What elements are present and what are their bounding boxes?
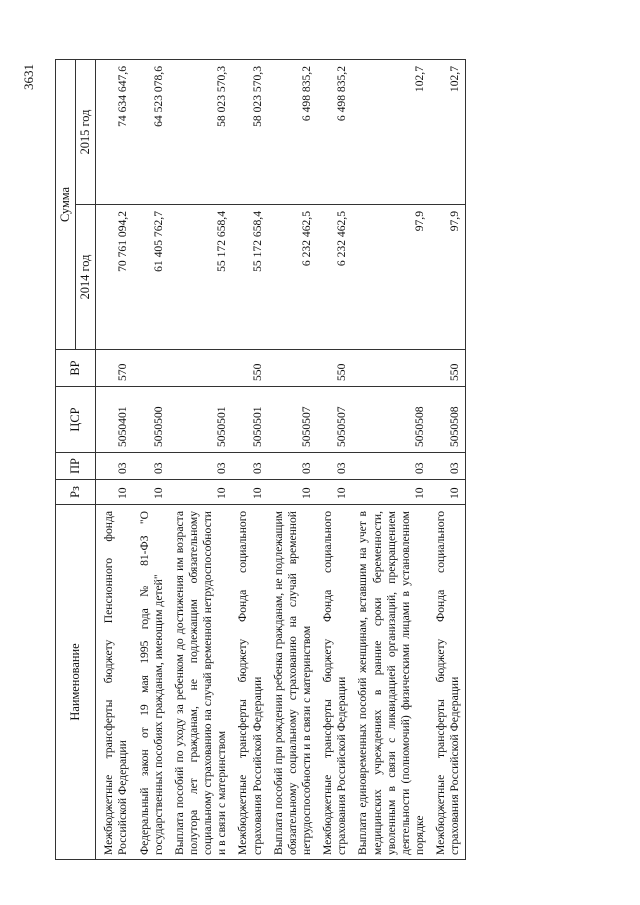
row-name: Межбюджетные трансферты бюджету Фонда социального страхования Российской Федерации bbox=[232, 505, 267, 860]
table-row bbox=[232, 60, 267, 860]
row-csr: 5050500 bbox=[134, 387, 169, 453]
row-name: Межбюджетные трансферты бюджету Пенсионного фонда Российской Федерации bbox=[96, 505, 134, 860]
row-amount-2015: 102,7 bbox=[430, 60, 466, 205]
row-vr: 550 bbox=[232, 350, 267, 387]
row-vr bbox=[169, 350, 233, 387]
row-amount-2015: 58 023 570,3 bbox=[232, 60, 267, 205]
row-rz: 10 bbox=[352, 480, 430, 505]
row-vr: 550 bbox=[317, 350, 352, 387]
rotated-page bbox=[21, 60, 595, 860]
row-pr: 03 bbox=[96, 453, 134, 480]
table-row bbox=[430, 60, 466, 860]
header-name: Наименование bbox=[56, 505, 96, 860]
row-amount-2015: 6 498 835,2 bbox=[317, 60, 352, 205]
row-amount-2014: 55 172 658,4 bbox=[169, 205, 233, 350]
table-row bbox=[169, 60, 233, 860]
row-csr: 5050501 bbox=[232, 387, 267, 453]
row-amount-2014: 97,9 bbox=[430, 205, 466, 350]
row-amount-2015: 102,7 bbox=[352, 60, 430, 205]
budget-table bbox=[55, 59, 466, 860]
row-vr: 570 bbox=[96, 350, 134, 387]
row-name: Межбюджетные трансферты бюджету Фонда социального страхования Российской Федерации bbox=[317, 505, 352, 860]
header-2015: 2015 год bbox=[76, 60, 96, 205]
row-pr: 03 bbox=[430, 453, 466, 480]
table-body bbox=[96, 60, 466, 860]
row-csr: 5050507 bbox=[268, 387, 317, 453]
row-rz: 10 bbox=[232, 480, 267, 505]
row-amount-2015: 6 498 835,2 bbox=[268, 60, 317, 205]
table-row bbox=[352, 60, 430, 860]
header-pr: ПР bbox=[56, 453, 96, 480]
row-pr: 03 bbox=[268, 453, 317, 480]
row-pr: 03 bbox=[352, 453, 430, 480]
table-row bbox=[268, 60, 317, 860]
row-amount-2014: 70 761 094,2 bbox=[96, 205, 134, 350]
row-amount-2014: 6 232 462,5 bbox=[317, 205, 352, 350]
row-csr: 5050501 bbox=[169, 387, 233, 453]
row-rz: 10 bbox=[268, 480, 317, 505]
header-sum: Сумма bbox=[56, 60, 76, 350]
row-rz: 10 bbox=[96, 480, 134, 505]
row-rz: 10 bbox=[134, 480, 169, 505]
row-amount-2015: 74 634 647,6 bbox=[96, 60, 134, 205]
row-name: Выплата пособий при рождении ребенка гражданам, не подлежащим обязательному социальному страхованию на случай временной нетрудоспособности и в связи с материнством bbox=[268, 505, 317, 860]
row-vr bbox=[268, 350, 317, 387]
header-csr: ЦСР bbox=[56, 387, 96, 453]
page-number: 3631 bbox=[21, 64, 36, 90]
header-2014: 2014 год bbox=[76, 205, 96, 350]
row-pr: 03 bbox=[232, 453, 267, 480]
table-row bbox=[96, 60, 134, 860]
row-amount-2015: 64 523 078,6 bbox=[134, 60, 169, 205]
row-rz: 10 bbox=[169, 480, 233, 505]
header-rz: Рз bbox=[56, 480, 96, 505]
row-name: Федеральный закон от 19 мая 1995 года № 81-ФЗ "О государственных пособиях гражданам, имеющим детей" bbox=[134, 505, 169, 860]
table-header bbox=[56, 60, 96, 860]
table-row bbox=[134, 60, 169, 860]
row-csr: 5050508 bbox=[430, 387, 466, 453]
row-amount-2014: 61 405 762,7 bbox=[134, 205, 169, 350]
row-amount-2015: 58 023 570,3 bbox=[169, 60, 233, 205]
row-vr bbox=[134, 350, 169, 387]
row-csr: 5050507 bbox=[317, 387, 352, 453]
row-name: Межбюджетные трансферты бюджету Фонда социального страхования Российской Федерации bbox=[430, 505, 466, 860]
row-rz: 10 bbox=[430, 480, 466, 505]
row-name: Выплата пособий по уходу за ребенком до достижения им возраста полутора лет гражданам, не подлежащим обязательному социальному страхованию на случай временной нетрудоспособности и в связи с материнством bbox=[169, 505, 233, 860]
table-row bbox=[317, 60, 352, 860]
row-amount-2014: 55 172 658,4 bbox=[232, 205, 267, 350]
row-pr: 03 bbox=[134, 453, 169, 480]
row-amount-2014: 6 232 462,5 bbox=[268, 205, 317, 350]
header-vr: ВР bbox=[56, 350, 96, 387]
row-rz: 10 bbox=[317, 480, 352, 505]
row-vr bbox=[352, 350, 430, 387]
row-csr: 5050508 bbox=[352, 387, 430, 453]
row-csr: 5050401 bbox=[96, 387, 134, 453]
row-name: Выплата единовременных пособий женщинам, вставшим на учет в медицинских учреждениях в ранние сроки беременности, уволенным в связи с ликвидацией организаций, прекращением деятельности (полномочий) физическими лицами в установленном порядке bbox=[352, 505, 430, 860]
row-vr: 550 bbox=[430, 350, 466, 387]
row-pr: 03 bbox=[169, 453, 233, 480]
row-amount-2014: 97,9 bbox=[352, 205, 430, 350]
row-pr: 03 bbox=[317, 453, 352, 480]
